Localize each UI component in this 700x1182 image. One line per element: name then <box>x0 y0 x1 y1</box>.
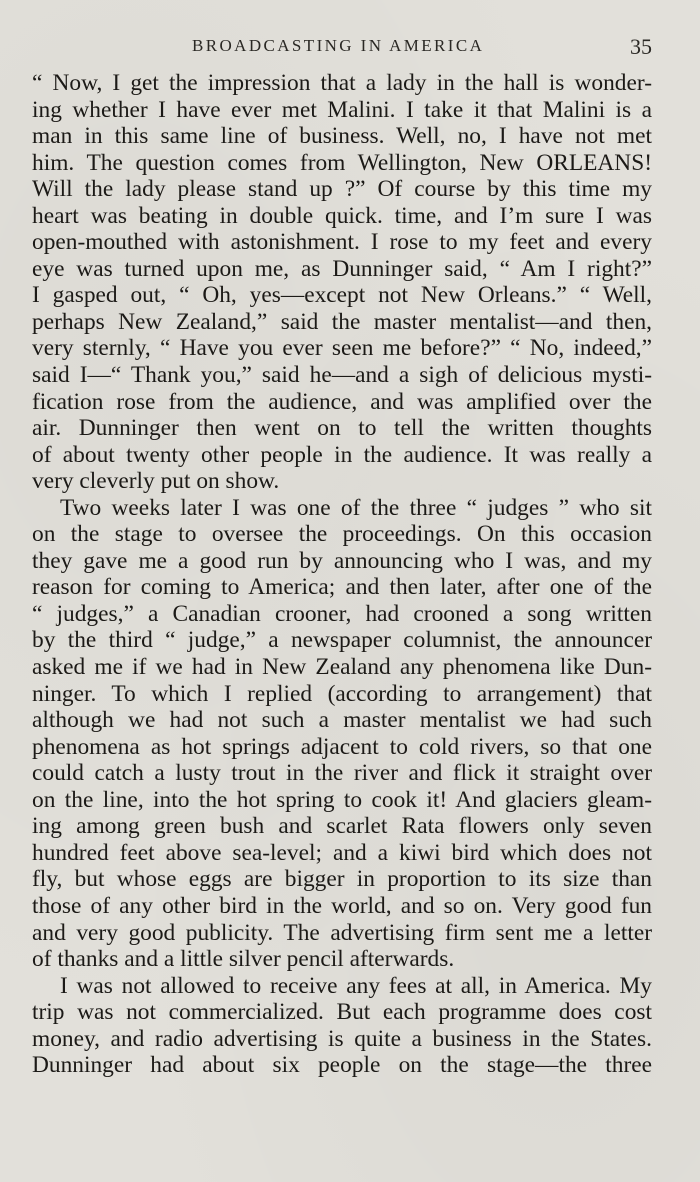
text-line: they gave me a good run by announcing who I was, and my <box>32 547 652 574</box>
text-line: very cleverly put on show. <box>32 468 280 495</box>
body-text <box>32 70 652 1079</box>
text-line: I was not allowed to receive any fees at all, in America. My <box>60 972 652 999</box>
text-line: phenomena as hot springs adjacent to cold rivers, so that one <box>32 733 652 760</box>
paragraph <box>32 973 652 1079</box>
text-line: man in this same line of business. Well, no, I have not met <box>32 123 652 150</box>
running-title: BROADCASTING IN AMERICA <box>192 36 485 55</box>
text-line: asked me if we had in New Zealand any phenomena like Dun- <box>32 654 652 681</box>
running-head <box>32 36 652 60</box>
text-line: very sternly, “ Have you ever seen me before?” “ No, indeed,” <box>32 335 652 362</box>
text-line: “ judges,” a Canadian crooner, had crooned a song written <box>32 600 652 627</box>
text-line: of about twenty other people in the audience. It was really a <box>32 441 652 468</box>
text-line: reason for coming to America; and then later, after one of the <box>32 574 652 601</box>
text-line: fly, but whose eggs are bigger in proportion to its size than <box>32 866 652 893</box>
text-line: open-mouthed with astonishment. I rose to my feet and every <box>32 229 652 256</box>
text-line: on the stage to oversee the proceedings. On this occasion <box>32 521 652 548</box>
text-line: of thanks and a little silver pencil afterwards. <box>32 946 455 973</box>
text-line: Dunninger had about six people on the stage—the three <box>32 1052 652 1079</box>
text-line: ing among green bush and scarlet Rata flowers only seven <box>32 813 652 840</box>
text-line: Will the lady please stand up ?” Of course by this time my <box>32 176 652 203</box>
paragraph <box>32 495 652 973</box>
text-line: although we had not such a master mentalist we had such <box>32 707 652 734</box>
text-line: hundred feet above sea-level; and a kiwi bird which does not <box>32 839 652 866</box>
text-line: him. The question comes from Wellington, New ORLEANS! <box>32 149 652 176</box>
text-line: money, and radio advertising is quite a business in the States. <box>32 1025 652 1052</box>
text-line: those of any other bird in the world, and so on. Very good fun <box>32 892 652 919</box>
text-line: eye was turned upon me, as Dunninger said, “ Am I right?” <box>32 255 652 282</box>
text-line: “ Now, I get the impression that a lady in the hall is wonder- <box>32 70 652 96</box>
text-line: trip was not commercialized. But each programme does cost <box>32 999 652 1026</box>
text-line: ing whether I have ever met Malini. I take it that Malini is a <box>32 96 652 123</box>
text-line: ninger. To which I replied (according to arrangement) that <box>32 680 652 707</box>
paragraph <box>32 70 652 495</box>
text-line: I gasped out, “ Oh, yes—except not New Orleans.” “ Well, <box>32 282 652 309</box>
text-line: perhaps New Zealand,” said the master mentalist—and then, <box>32 308 652 335</box>
text-line: and very good publicity. The advertising firm sent me a letter <box>32 919 652 946</box>
text-line: fication rose from the audience, and was amplified over the <box>32 388 652 415</box>
text-line: heart was beating in double quick. time, and I’m sure I was <box>32 202 652 229</box>
text-line: on the line, into the hot spring to cook it! And glaciers gleam- <box>32 786 652 813</box>
text-line: Two weeks later I was one of the three “ judges ” who sit <box>60 494 652 521</box>
text-line: said I—“ Thank you,” said he—and a sigh of delicious mysti- <box>32 362 652 389</box>
text-line: by the third “ judge,” a newspaper columnist, the announcer <box>32 627 652 654</box>
page-number: 35 <box>630 34 652 59</box>
text-line: could catch a lusty trout in the river and flick it straight over <box>32 760 652 787</box>
text-line: air. Dunninger then went on to tell the written thoughts <box>32 415 652 442</box>
